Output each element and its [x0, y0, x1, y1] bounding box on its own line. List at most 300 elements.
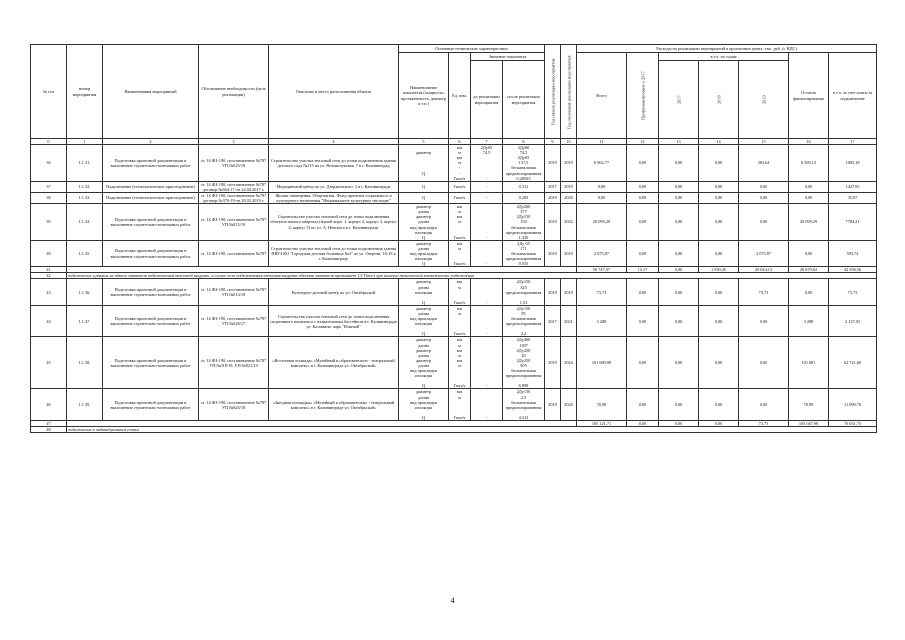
table-row: [31, 389, 877, 421]
row-incl-loans: 593,74: [829, 240, 877, 266]
column-number: 5: [399, 139, 449, 145]
row-financed: 13,17: [627, 267, 659, 273]
row-justification: ст. 14 ФЗ-190, постановление №787 УП.№018/19, УП.№021/19: [199, 337, 269, 389]
row-before-line: -: [485, 175, 488, 181]
row-justification: ст. 14 ФЗ-190, постановление №787 УП.№025/18: [199, 389, 269, 421]
row-after-line: 377: [520, 209, 527, 215]
row-indicator: [399, 279, 449, 305]
row-2019: 383,64: [739, 145, 789, 182]
row-unit: [449, 145, 471, 182]
row-justification: ст. 14 ФЗ-190, постановление №787: [199, 240, 269, 266]
row-unit-line: Гкал/ч: [453, 234, 466, 240]
row-indicator: [399, 145, 449, 182]
row-indicator-line: диаметр: [415, 240, 432, 246]
row-incl-loans: 73,73: [829, 279, 877, 305]
header-incl-loans: в т.ч. за счет платы за подключение: [829, 53, 877, 139]
header-unit: Ед. изм.: [449, 53, 471, 139]
column-number: 17: [829, 139, 877, 145]
row-unit-line: мм: [456, 347, 463, 353]
row-2018: 0,00: [699, 305, 739, 337]
row-indicator-line: вид прокладки: [410, 316, 437, 322]
row-after: [503, 337, 545, 389]
row-unit-line: мм: [456, 305, 463, 311]
row-before-line: -: [485, 299, 488, 305]
row-indicator: [399, 240, 449, 266]
row-after-line: предизолированная: [505, 373, 542, 379]
row-total: 2 075,87: [577, 240, 627, 266]
column-number: 2: [103, 139, 199, 145]
row-after-line: 2Ду250: [516, 357, 531, 363]
row-before: [471, 337, 503, 389]
row-after: [503, 192, 545, 203]
column-number: 0: [31, 139, 67, 145]
row-indicator: [399, 389, 449, 421]
row-total: 101 680,98: [577, 337, 627, 389]
row-after-line: 171: [520, 245, 527, 251]
row-2019: 73,73: [739, 420, 789, 426]
row-end-year: 2022: [561, 204, 577, 241]
row-unit-line: мм: [456, 204, 463, 210]
row-before: [471, 279, 503, 305]
row-after-line: 0,535: [518, 261, 529, 267]
row-number: 44: [31, 305, 67, 337]
row-indicator-line: диаметр: [415, 204, 432, 210]
row-unit-line: Гкал/ч: [453, 331, 466, 337]
row-after-line: 137,5: [518, 160, 529, 166]
row-after-line: 2Ду65: [517, 155, 530, 161]
row-before: [471, 305, 503, 337]
row-financed: 0,00: [627, 192, 659, 203]
row-justification: ст. 14 ФЗ-190, постановление №787 УП.№025/18: [199, 145, 269, 182]
row-unit: [449, 181, 471, 192]
row-indicator-line: вид прокладки: [410, 224, 437, 230]
row-start-year: 2017: [545, 305, 561, 337]
row-after-line: 1397: [519, 342, 528, 348]
row-2018: 0,00: [699, 181, 739, 192]
row-code: 1.1.32.: [67, 181, 103, 192]
column-number: 9: [545, 139, 561, 145]
row-after-line: бесканальная: [511, 250, 536, 256]
row-incl-loans: 62 721,60: [829, 337, 877, 389]
row-indicator-line: диаметр: [415, 357, 432, 363]
row-code: 1.1.36.: [67, 279, 103, 305]
row-before: [471, 240, 503, 266]
row-2018: 0,00: [699, 240, 739, 266]
row-before: [471, 389, 503, 421]
column-number: 14: [699, 139, 739, 145]
row-number: 45: [31, 337, 67, 389]
row-financed: 0,00: [627, 279, 659, 305]
row-before-line: 2Ду65: [480, 145, 493, 151]
row-indicator-line: диаметр: [415, 305, 432, 311]
row-code: 1.1.34.: [67, 204, 103, 241]
row-start-year: 2019: [545, 240, 561, 266]
row-after-line: бесканальная: [511, 224, 536, 230]
row-indicator-line: длина: [418, 219, 429, 225]
row-after-line: бесканальная: [511, 316, 536, 322]
row-indicator-line: Q: [421, 414, 426, 420]
column-number: 7: [471, 139, 503, 145]
row-unit-line: мм: [456, 240, 463, 246]
row-before-line: -: [485, 261, 488, 267]
header-indicator: Наименование показателя (мощность, протяженность, диаметр и т.п.): [399, 53, 449, 139]
header-code: номер мероприятия: [67, 45, 103, 139]
row-end-year: 2019: [561, 279, 577, 305]
row-justification: ст. 14 ФЗ-190, постановление №787 УП.№028/17: [199, 305, 269, 337]
row-remainder: 26 679,62: [789, 267, 829, 273]
row-number: 38: [31, 192, 67, 203]
row-total: 105 121,71: [577, 420, 627, 426]
row-2017: 0,00: [659, 267, 699, 273]
row-financed: 0,00: [627, 389, 659, 421]
row-remainder: 6 569,13: [789, 145, 829, 182]
section-row: [31, 427, 877, 433]
row-incl-loans: 1083,18: [829, 145, 877, 182]
row-after-line: предизолированная: [505, 229, 542, 235]
table-row: [31, 337, 877, 389]
row-start-year: 2019: [545, 389, 561, 421]
row-location: Культурно-деловой центр по ул. Октябрьской: [269, 279, 399, 305]
row-unit-line: м: [458, 160, 461, 166]
header-n: № п/п: [31, 45, 67, 139]
row-unit-line: мм: [456, 389, 463, 395]
row-remainder: 0,00: [789, 192, 829, 203]
row-code: 1.1.38.: [67, 337, 103, 389]
row-before: [471, 204, 503, 241]
header-financed: Профинансировано к 2017: [627, 53, 659, 139]
row-indicator-line: диаметр: [415, 389, 432, 395]
column-number: 8: [503, 139, 545, 145]
row-start-year: 2019: [545, 279, 561, 305]
row-indicator-line: изоляция: [415, 229, 432, 235]
row-unit: [449, 305, 471, 337]
row-unit: [449, 337, 471, 389]
row-indicator: [399, 337, 449, 389]
row-indicator: [399, 181, 449, 192]
row-before: [471, 192, 503, 203]
row-code: 1.1.33.: [67, 192, 103, 203]
row-after-line: 905: [520, 362, 527, 368]
row-code: 1.1.31.: [67, 145, 103, 182]
row-2017: 0,00: [659, 337, 699, 389]
row-2018: 0,00: [699, 337, 739, 389]
row-start-year: 2019: [545, 192, 561, 203]
table-row: [31, 204, 877, 241]
row-unit-line: Гкал/ч: [453, 383, 466, 389]
row-indicator-line: вид прокладки: [410, 368, 437, 374]
row-remainder: 101 681: [789, 337, 829, 389]
row-unit-line: м: [458, 284, 461, 290]
row-total: 3 288: [577, 305, 627, 337]
table-row: [31, 145, 877, 182]
row-indicator: [399, 192, 449, 203]
row-unit-line: мм: [456, 214, 463, 220]
header-values: Значение показателя: [471, 53, 545, 61]
column-number: 1: [67, 139, 103, 145]
row-after-line: предизолированная: [505, 289, 542, 295]
row-unit-line: Гкал/ч: [453, 414, 466, 420]
row-code: 1.1.39.: [67, 389, 103, 421]
row-name: Подготовка проектной документации и выполнение строительно-монтажных работ: [103, 389, 199, 421]
header-by-stages: в т.ч. по годам: [659, 53, 789, 61]
row-financed: 0,00: [627, 204, 659, 241]
row-unit-line: м: [458, 362, 461, 368]
row-2018: 0,00: [699, 204, 739, 241]
row-code: 1.1.37.: [67, 305, 103, 337]
row-2018: 0,00: [699, 145, 739, 182]
row-unit: [449, 389, 471, 421]
row-code: 1.1.35.: [67, 240, 103, 266]
row-indicator-line: диаметр: [415, 279, 432, 285]
row-unit-line: м: [458, 209, 461, 215]
row-after-line: 2Ду150: [516, 214, 531, 220]
row-before: [471, 181, 503, 192]
row-start-year: 2019: [545, 145, 561, 182]
column-number: 11: [577, 139, 627, 145]
table-row: [31, 305, 877, 337]
row-financed: 0,00: [627, 337, 659, 389]
row-2017: 0,00: [659, 279, 699, 305]
row-end-year: 2020: [561, 389, 577, 421]
row-indicator-line: длина: [418, 342, 429, 348]
row-justification: ст. 14 ФЗ-190, постановление №787 договор №664-17-тп 24.04.2017 г.: [199, 181, 269, 192]
header-2019: 2019: [739, 61, 789, 139]
header-justification: Обоснование необходимости (цель реализации): [199, 45, 269, 139]
row-total: 78,98: [577, 389, 627, 421]
row-indicator-line: Q: [421, 184, 426, 190]
row-end-year: 2019: [561, 240, 577, 266]
row-after-line: 2Ду400: [516, 337, 531, 343]
row-location: «Восточная эстакада» «Музейный и образовательно - театральный комплекс» в г. Калининграде ул. Октябрьской»: [269, 337, 399, 389]
row-indicator-line: изоляция: [415, 256, 432, 262]
column-number: 6: [449, 139, 471, 145]
row-unit: [449, 240, 471, 266]
table-row: [31, 240, 877, 266]
column-number: 4: [269, 139, 399, 145]
row-incl-loans: 1427,85: [829, 181, 877, 192]
row-unit-line: м: [458, 150, 461, 156]
row-total: 20 099,29: [577, 204, 627, 241]
investment-program-table: [30, 44, 877, 433]
row-after-line: 2Ду150: [516, 279, 531, 285]
row-after: [503, 389, 545, 421]
row-after-line: 74,5: [519, 150, 528, 156]
row-unit-line: мм: [456, 145, 463, 151]
row-2019: 0,00: [739, 192, 789, 203]
row-after-line: предизолированная: [505, 170, 542, 176]
row-after-line: 2Ду250: [516, 347, 531, 353]
row-unit-line: м: [458, 394, 461, 400]
row-after: [503, 204, 545, 241]
row-incl-loans: 76 031,75: [829, 420, 877, 426]
row-2017: 0,00: [659, 204, 699, 241]
row-indicator-line: диаметр: [415, 347, 432, 353]
row-unit-line: мм: [456, 337, 463, 343]
row-2017: 0,00: [659, 192, 699, 203]
row-total: 0,00: [577, 181, 627, 192]
row-name: Подготовка проектной документации и выполнение строительно-монтажных работ: [103, 145, 199, 182]
row-total: 0,00: [577, 192, 627, 203]
page-number: 4: [450, 596, 455, 605]
row-indicator-line: Q: [421, 261, 426, 267]
row-indicator-line: диаметр: [415, 150, 432, 156]
section-text: подключение к индивидуальным сетям: [67, 427, 877, 433]
row-total: 6 962,77: [577, 145, 627, 182]
row-remainder: 105 047,98: [789, 420, 829, 426]
row-unit-line: м: [458, 352, 461, 358]
row-end-year: 2021: [561, 305, 577, 337]
row-location: «Звездная площадка» «Музейный и образовательно - театральный комплекс» в г. Калининграде ул. Октябрьской»: [269, 389, 399, 421]
row-2018: 0,00: [699, 192, 739, 203]
row-2019: 73,73: [739, 279, 789, 305]
row-after-line: 2Ду150: [516, 389, 531, 395]
header-total: Всего: [577, 53, 627, 139]
row-name: Подготовка проектной документации и выполнение строительно-монтажных работ: [103, 305, 199, 337]
row-incl-loans: 42 500,56: [829, 267, 877, 273]
row-2018: 0,00: [699, 279, 739, 305]
row-after-line: 2Ду150: [516, 305, 531, 311]
row-indicator-line: изоляция: [415, 373, 432, 379]
row-unit-line: м: [458, 245, 461, 251]
row-after-line: бесканальная: [511, 399, 536, 405]
table-row: [31, 279, 877, 305]
row-incl-loans: 7784,21: [829, 204, 877, 241]
row-2019: 29 024,13: [739, 267, 789, 273]
row-after-line: 150: [520, 219, 527, 225]
row-before: [471, 145, 503, 182]
row-2017: 0,00: [659, 181, 699, 192]
row-after-line: предизолированная: [505, 256, 542, 262]
header-2017: 2017: [659, 61, 699, 139]
row-justification: ст. 14 ФЗ-190, постановление №787 УП.№013/18: [199, 279, 269, 305]
row-name: Подготовка проектной документации и выполнение строительно-монтажных работ: [103, 279, 199, 305]
row-after-line: 4,312: [518, 414, 529, 420]
row-unit: [449, 279, 471, 305]
row-total: 56 747,37: [577, 267, 627, 273]
row-number: 47: [31, 420, 67, 426]
row-financed: 0,00: [627, 240, 659, 266]
row-after: [503, 181, 545, 192]
row-after-line: 2,5: [520, 394, 527, 400]
row-indicator-line: Q: [421, 170, 426, 176]
row-remainder: 0,00: [789, 181, 829, 192]
row-unit: [449, 192, 471, 203]
row-name: Подключение (технологическое присоединение): [103, 181, 199, 192]
header-basic: Основные технические характеристики: [399, 45, 545, 53]
row-unit-line: мм: [456, 155, 463, 161]
row-after: [503, 305, 545, 337]
row-number: 39: [31, 204, 67, 241]
row-after-line: 2,2: [520, 331, 527, 337]
row-start-year: 2017: [545, 181, 561, 192]
row-financed: 0,00: [627, 181, 659, 192]
row-number: 43: [31, 279, 67, 305]
column-number: 13: [659, 139, 699, 145]
row-incl-loans: 11 099,70: [829, 389, 877, 421]
row-unit-line: мм: [456, 279, 463, 285]
row-number: 41: [31, 267, 67, 273]
row-after-line: 20: [521, 352, 526, 358]
row-indicator-line: Q: [421, 234, 426, 240]
row-number: 40: [31, 240, 67, 266]
row-remainder: 0,00: [789, 279, 829, 305]
row-indicator-line: Q: [421, 195, 426, 201]
row-2019: 0,00: [739, 305, 789, 337]
row-end-year: 2020: [561, 192, 577, 203]
row-after-line: предизолированная: [505, 321, 542, 327]
row-number: 42: [31, 273, 67, 279]
header-2018: 2018: [699, 61, 739, 139]
row-2017: 0,00: [659, 240, 699, 266]
row-number: 37: [31, 181, 67, 192]
row-unit-line: м: [458, 342, 461, 348]
row-end-year: 2019: [561, 181, 577, 192]
row-start-year: 2019: [545, 204, 561, 241]
header-before: до реализации мероприятия: [471, 61, 503, 139]
row-end-year: 2024: [561, 337, 577, 389]
row-2018: 1 030,45: [699, 267, 739, 273]
row-indicator: [399, 204, 449, 241]
row-2019: 0,00: [739, 204, 789, 241]
row-indicator-line: длина: [418, 311, 429, 316]
row-start-year: 2019: [545, 337, 561, 389]
table-row: [31, 192, 877, 203]
row-indicator-line: длина: [418, 209, 429, 215]
row-number: 36: [31, 145, 67, 182]
row-2018: 0,00: [699, 420, 739, 426]
row-location: Строительство участка тепловой сети до точки подключения здания ПВУЗ КО "Городская детская больница №4" по ул. Озерова, 16-18 в г. Калининграде: [269, 240, 399, 266]
row-2019: 0,00: [739, 337, 789, 389]
row-after-line: 0,283: [518, 195, 529, 201]
row-after-line: бесканальная: [511, 368, 536, 374]
row-after-line: бесканальная: [511, 165, 536, 171]
row-2019: 0,00: [739, 181, 789, 192]
header-location: Описание и место расположения объекта: [269, 45, 399, 139]
row-indicator-line: длина: [418, 352, 429, 358]
header-remainder: Остаток финансирования: [789, 53, 829, 139]
row-2017: 0,00: [659, 305, 699, 337]
row-indicator-line: вид прокладки: [410, 250, 437, 256]
row-unit-line: Гкал/ч: [453, 299, 466, 305]
row-remainder: 0,00: [789, 240, 829, 266]
header-start-year: Год начала реализации мероприятия: [545, 45, 561, 139]
table-row: [31, 181, 877, 192]
section-text: подключение в рамках не одного заявителя подключаемой тепловой нагрузки, в случае если подключаемая тепловая нагрузка объекта заявителя превышает 1,5 Гкал/ч при наличии технической возможности подключения: [67, 273, 877, 279]
row-after-line: 325: [520, 284, 527, 290]
row-indicator-line: длина: [418, 284, 429, 290]
row-indicator-line: изоляция: [415, 404, 432, 410]
row-location: Медицинский центр по ул. Дзержинского, 3 в г. Калининграде: [269, 181, 399, 192]
row-location: Жилые помещения. Общежития. Фонд проектов социального и культурного назначения "Национальное культурное наследие": [269, 192, 399, 203]
header-expenses: Расходы на реализацию мероприятий в прогнозных ценах, тыс. руб. (с НДС): [577, 45, 877, 53]
row-2019: 0,00: [739, 389, 789, 421]
row-indicator-line: диаметр: [415, 337, 432, 343]
row-indicator-line: длина: [418, 394, 429, 400]
row-location: Строительство участка тепловой сети до точки подключения спортивного комплекса с плавательным бассейном в г. Калининграде ул. Калинина, парк "Южный": [269, 305, 399, 337]
row-number: 46: [31, 389, 67, 421]
row-name: Подключение (технологическое присоединение): [103, 192, 199, 203]
row-after-line: 2Ду 65: [517, 240, 530, 246]
row-unit-line: Гкал/ч: [453, 195, 466, 201]
row-after: [503, 279, 545, 305]
row-indicator-line: Q: [421, 331, 426, 337]
row-indicator-line: Q: [421, 383, 426, 389]
row-before-line: -: [485, 184, 488, 190]
row-after-line: 85: [521, 311, 526, 316]
column-number: 12: [627, 139, 659, 145]
row-name: Подготовка проектной документации и выполнение строительно-монтажных работ: [103, 240, 199, 266]
row-2018: 0,00: [699, 389, 739, 421]
